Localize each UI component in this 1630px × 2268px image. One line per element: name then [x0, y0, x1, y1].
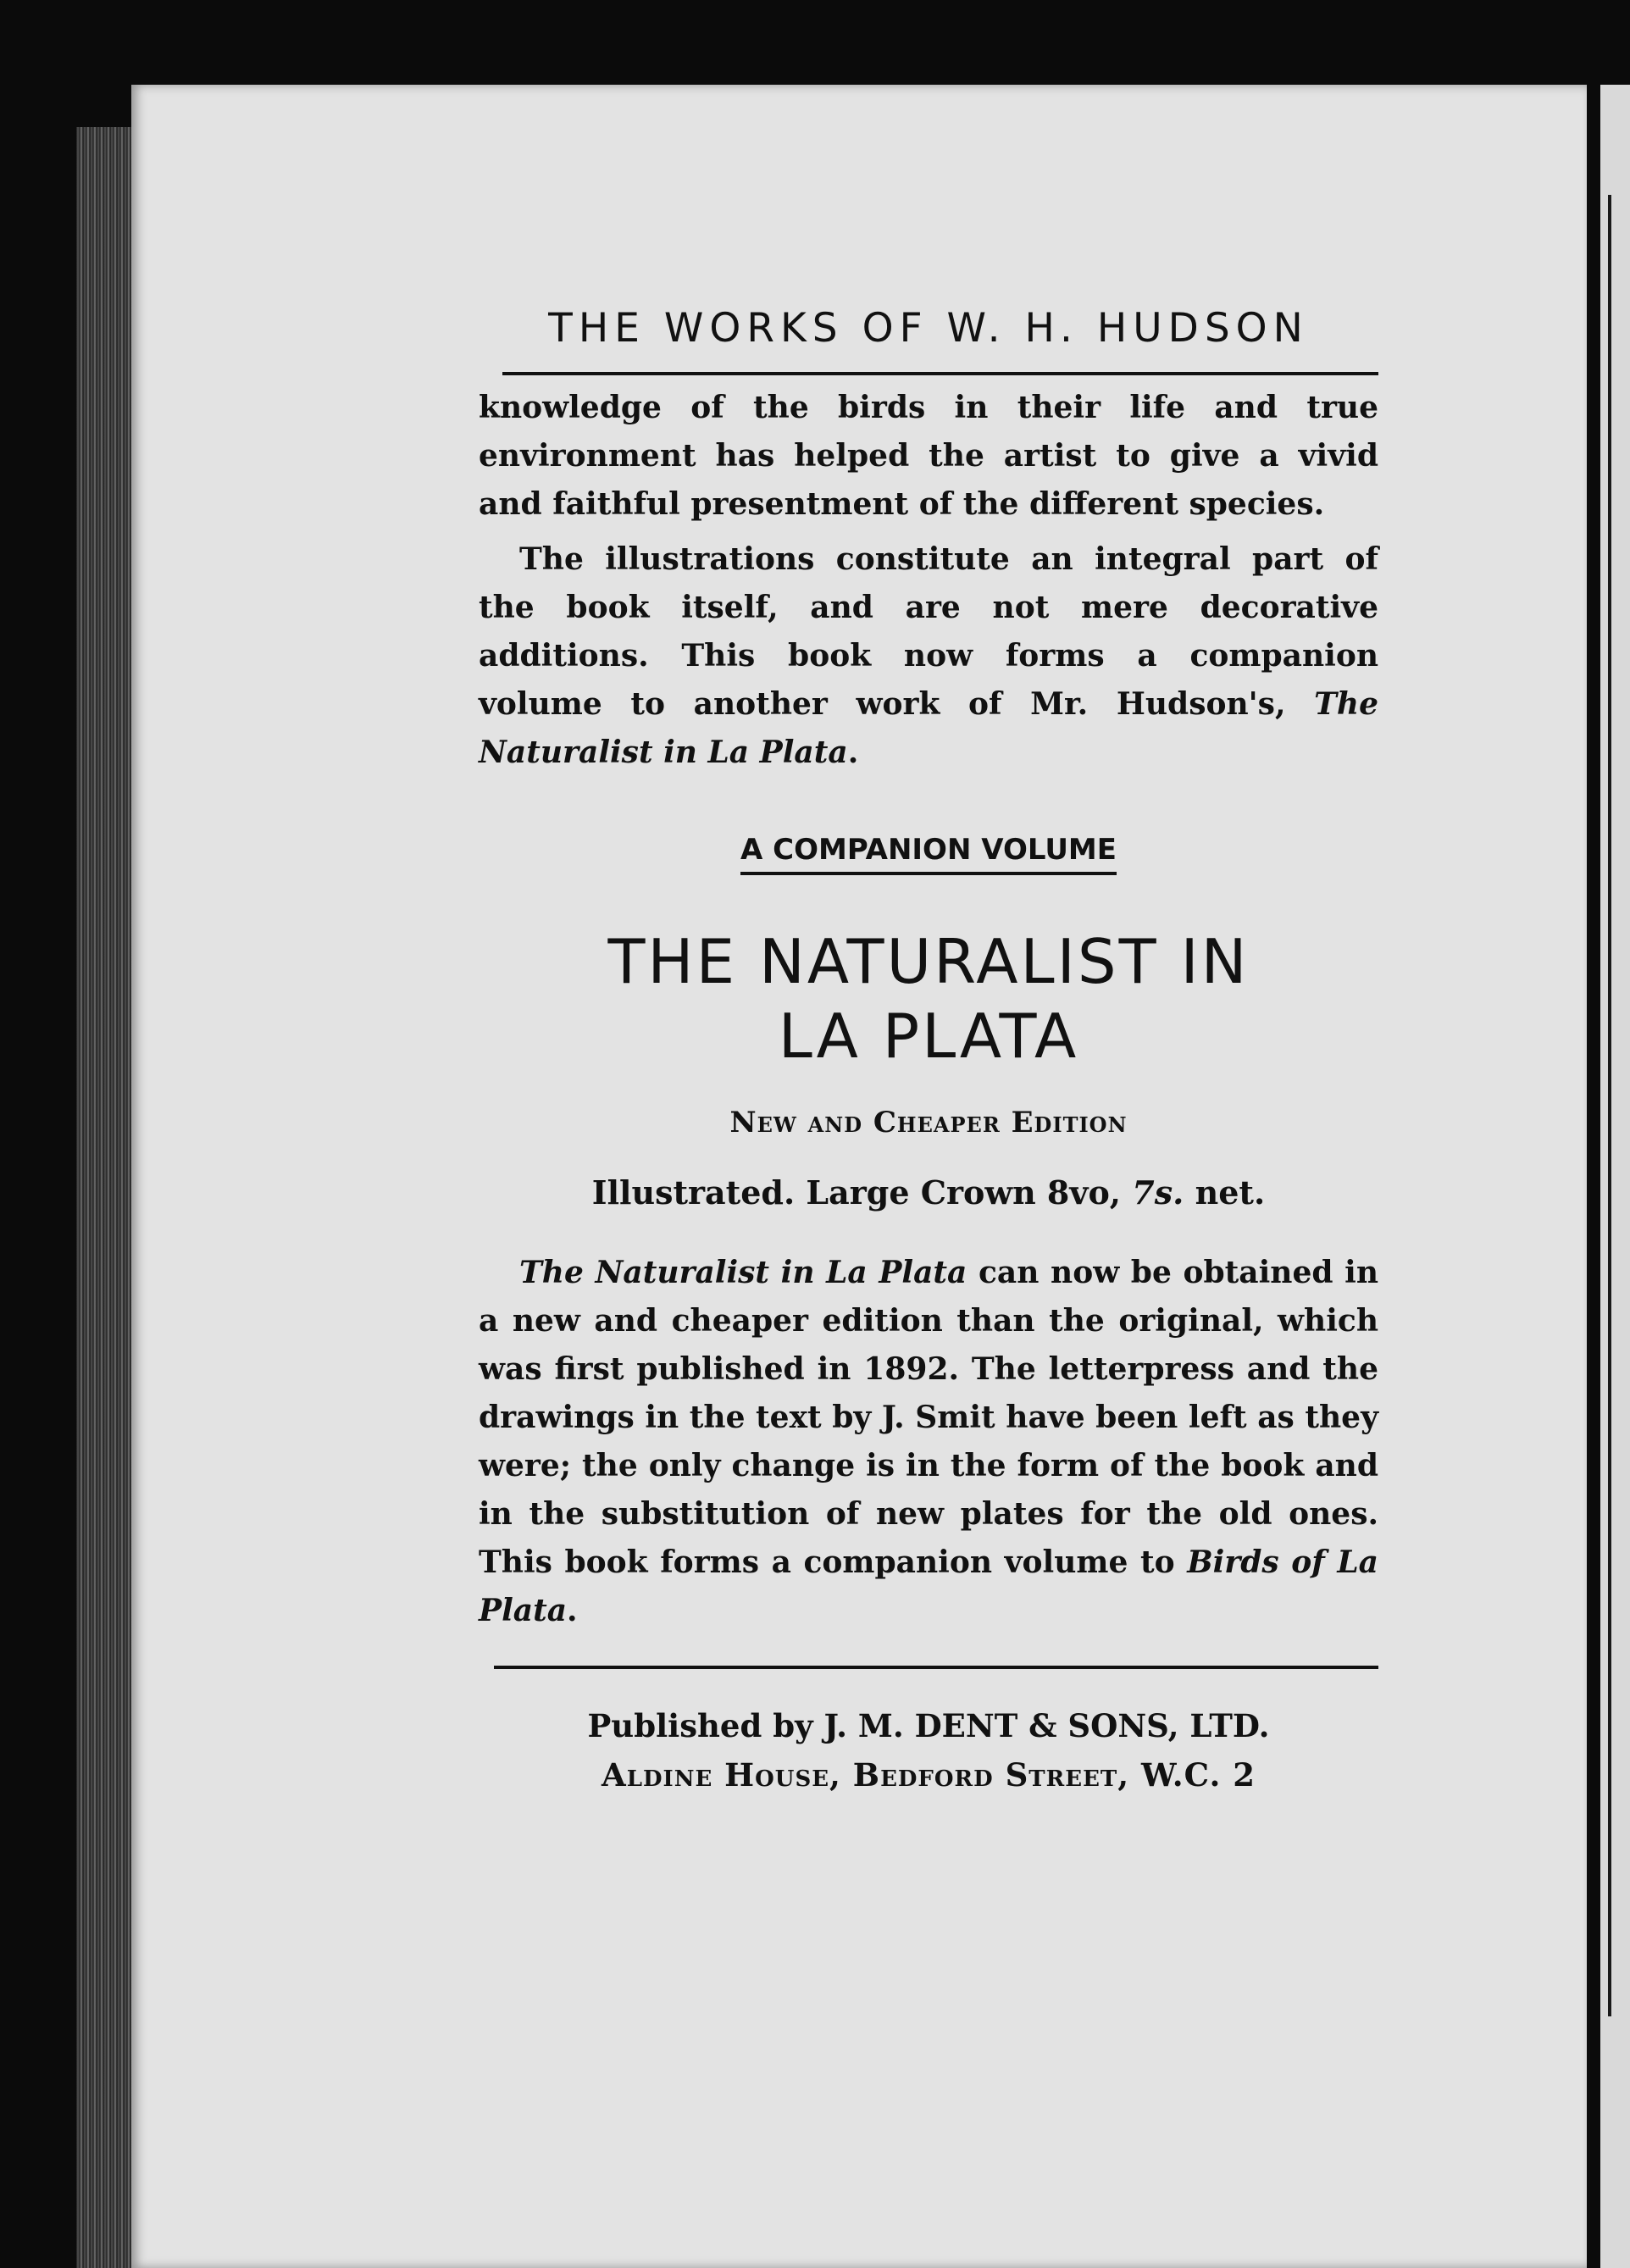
price: 7s. — [1132, 1173, 1184, 1212]
book-title — [479, 924, 1378, 1073]
running-head: THE WORKS OF W. H. HUDSON — [548, 305, 1309, 352]
book-title-line-2: LA PLATA — [778, 1001, 1079, 1072]
companion-heading-text: A COMPANION VOLUME — [740, 833, 1117, 875]
facing-page-edge — [1600, 85, 1630, 2268]
paragraph-1: knowledge of the birds in their life and true environment has helped the artist to give a vivid and faithful presentment of the different species. — [479, 390, 1378, 522]
paragraph-3 — [479, 1249, 1378, 1635]
facing-page-border — [1608, 195, 1611, 2016]
format-price — [479, 1173, 1378, 1212]
publisher-name: Published by J. M. DENT & SONS, LTD. — [587, 1707, 1270, 1744]
paragraph-3-reference: Birds of La Plata — [479, 1544, 1378, 1628]
paragraph-3-text: can now be obtained in a new and cheaper edition than the original, which was first published in 1892. The letterpress and the drawings in the text by J. Smit have been left as they were; the only change is in the form of the book and in the substitution of new plates for the old ones. This book forms a companion volume to — [479, 1255, 1379, 1580]
publisher-address: Aldine House, Bedford Street, W.C. 2 — [602, 1756, 1256, 1794]
companion-heading — [479, 833, 1378, 875]
book-title-line-1: THE NATURALIST IN — [607, 926, 1250, 997]
paragraph-2-end: . — [847, 735, 859, 770]
top-rule — [479, 372, 1378, 375]
paragraph-2-text: The illustrations constitute an integral part of the book itself, and are not mere decorative additions. This book now forms a companion volume to another work of Mr. Hudson's, — [479, 541, 1378, 722]
page-content — [479, 305, 1378, 1799]
format-end: net. — [1195, 1173, 1266, 1212]
bottom-rule — [494, 1666, 1378, 1669]
publisher-imprint — [479, 1701, 1378, 1799]
paragraph-2-book-title: The Naturalist in La Plata — [479, 686, 1378, 770]
gutter-shadow — [1587, 85, 1600, 2268]
paragraph-2 — [479, 535, 1378, 777]
book-page-edges — [76, 127, 136, 2268]
paragraph-3-book-title: The Naturalist in La Plata — [519, 1255, 967, 1290]
paragraph-3-end: . — [567, 1593, 578, 1628]
format-text: Illustrated. Large Crown 8vo, — [591, 1173, 1122, 1212]
edition-note: New and Cheaper Edition — [729, 1106, 1128, 1140]
